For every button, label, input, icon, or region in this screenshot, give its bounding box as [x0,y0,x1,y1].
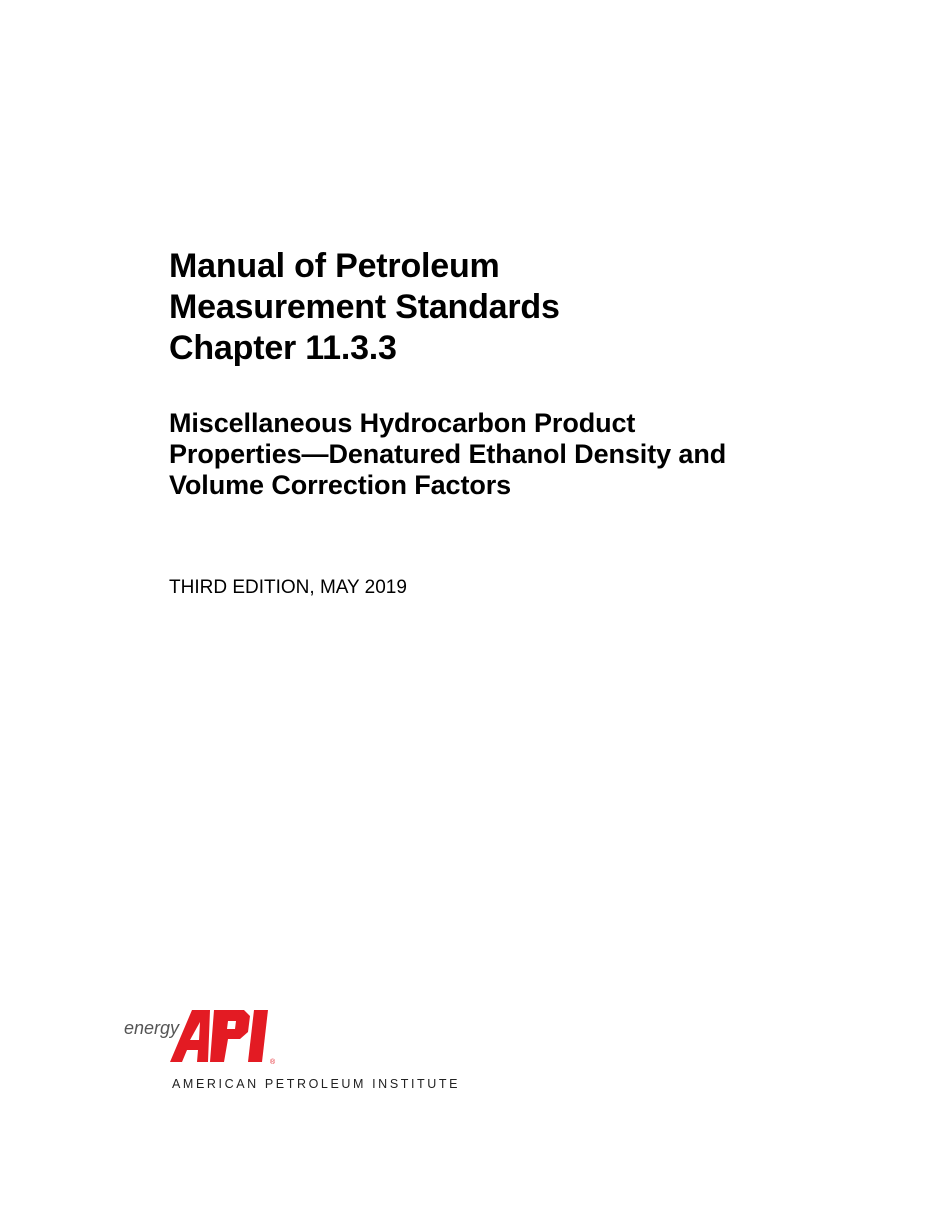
api-logo-icon [170,1010,280,1066]
document-title [169,246,869,369]
svg-text:®: ® [270,1059,276,1066]
subtitle-line-3: Volume Correction Factors [169,470,512,500]
logo-energy-text: energy [124,1018,180,1038]
title-line-2: Measurement Standards [169,288,560,326]
document-subtitle [169,408,889,501]
api-logo [120,1010,460,1100]
subtitle-line-1: Miscellaneous Hydrocarbon Product [169,408,636,438]
title-line-3: Chapter 11.3.3 [169,329,397,367]
logo-institute-name: AMERICAN PETROLEUM INSTITUTE [172,1077,461,1091]
subtitle-line-2: Properties—Denatured Ethanol Density and [169,439,727,469]
edition-date: THIRD EDITION, MAY 2019 [169,577,407,598]
title-line-1: Manual of Petroleum [169,247,500,285]
